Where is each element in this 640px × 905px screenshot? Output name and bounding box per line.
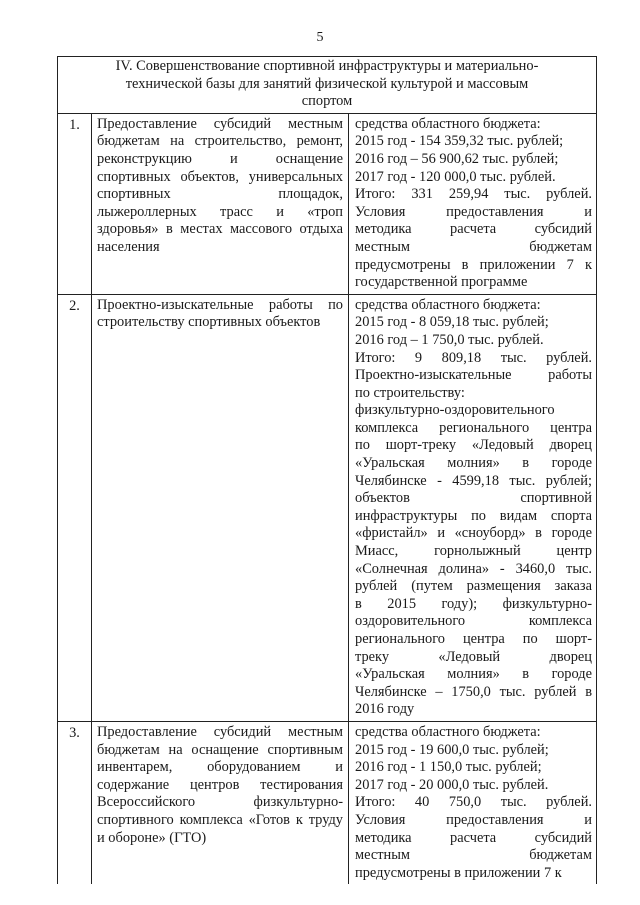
funding-line: Итого: 40 750,0 тыс. рублей. xyxy=(355,794,592,811)
funding-line: оздоровительного комплекса xyxy=(355,613,592,630)
funding-line: физкультурно-оздоровительного xyxy=(355,402,555,419)
funding-line: методика расчета субсидий xyxy=(355,221,592,238)
description-line: спортивных объектов, универсальных xyxy=(97,168,343,185)
program-table xyxy=(57,56,597,884)
row-number: 2. xyxy=(58,295,92,721)
page-number: 5 xyxy=(316,30,324,45)
description-line: Предоставление субсидий местным xyxy=(97,115,343,132)
funding-line: 2017 год - 20 000,0 тыс. рублей. xyxy=(355,776,549,793)
section-title-line: спортом xyxy=(301,93,353,110)
funding-line: 2015 год - 154 359,32 тыс. рублей; xyxy=(355,133,564,150)
funding-line: Условия предоставления и xyxy=(355,203,592,220)
description-line: населения xyxy=(97,238,160,255)
funding-line: «Уральская молния» в городе xyxy=(355,666,592,683)
table-row xyxy=(58,722,596,884)
funding-details xyxy=(349,295,596,721)
funding-line: по строительству: xyxy=(355,384,465,401)
funding-line: объектов спортивной xyxy=(355,490,592,507)
measure-description xyxy=(92,114,349,294)
description-line: спортивных площадок, xyxy=(97,186,343,203)
funding-line: инфраструктуры по видам спорта xyxy=(355,507,592,524)
funding-line: предусмотрены в приложении 7 к xyxy=(355,864,562,881)
funding-line: в 2015 году); физкультурно- xyxy=(355,595,592,612)
funding-line: 2015 год - 19 600,0 тыс. рублей; xyxy=(355,741,549,758)
funding-line: регионального центра по шорт- xyxy=(355,631,592,647)
description-line: инвентарем, оборудованием и xyxy=(97,759,343,776)
funding-line: 2016 год - 1 150,0 тыс. рублей; xyxy=(355,759,542,776)
funding-line: Итого: 331 259,94 тыс. рублей. xyxy=(355,186,592,203)
section-title-line: технической базы для занятий физической культурой и массовым xyxy=(125,75,529,92)
description-line: Предоставление субсидий местным xyxy=(97,723,343,740)
funding-line: местным бюджетам xyxy=(355,238,592,255)
funding-line: 2017 год - 120 000,0 тыс. рублей. xyxy=(355,168,556,185)
section-heading xyxy=(58,57,596,114)
funding-line: средства областного бюджета: xyxy=(355,723,541,740)
row-number: 3. xyxy=(58,722,92,884)
description-line: и обороне» (ГТО) xyxy=(97,829,207,846)
funding-line: комплекса регионального центра xyxy=(355,419,592,436)
description-line: строительству спортивных объектов xyxy=(97,314,321,331)
funding-line: треку «Ледовый дворец xyxy=(355,648,592,665)
funding-line: «Солнечная долина» - 3460,0 тыс. xyxy=(355,560,592,577)
funding-line: предусмотрены в приложении 7 к xyxy=(355,256,592,273)
description-line: Проектно-изыскательные работы по xyxy=(97,296,343,313)
table-row xyxy=(58,114,596,295)
funding-line: государственной программе xyxy=(355,274,528,291)
table-body xyxy=(58,114,596,885)
description-line: лыжероллерных трасс и «троп xyxy=(97,203,343,220)
description-line: бюджетам на строительство, ремонт, xyxy=(97,133,343,150)
funding-line: Миасс, горнолыжный центр xyxy=(355,543,592,560)
funding-line: Челябинске – 1750,0 тыс. рублей в xyxy=(355,683,592,700)
funding-line: «Уральская молния» в городе xyxy=(355,455,592,472)
funding-line: средства областного бюджета: xyxy=(355,115,541,132)
funding-line: Итого: 9 809,18 тыс. рублей. xyxy=(355,349,592,366)
funding-line: «фристайл» и «сноуборд» в городе xyxy=(355,525,592,542)
row-number: 1. xyxy=(58,114,92,294)
measure-description xyxy=(92,295,349,721)
funding-details xyxy=(349,722,596,884)
description-line: содержание центров тестирования xyxy=(97,776,343,793)
funding-line: средства областного бюджета: xyxy=(355,296,541,313)
funding-line: методика расчета субсидий xyxy=(355,829,592,846)
funding-line: 2016 году xyxy=(355,701,415,718)
funding-line: 2016 год – 1 750,0 тыс. рублей. xyxy=(355,331,544,348)
section-title-line: IV. Совершенствование спортивной инфраструктуры и материально- xyxy=(115,58,539,74)
description-line: здоровья» в местах массового отдыха xyxy=(97,221,343,238)
funding-line: Челябинске - 4599,18 тыс. рублей; xyxy=(355,472,592,489)
description-line: бюджетам на оснащение спортивным xyxy=(97,741,343,758)
description-line: спортивного комплекса «Готов к труду xyxy=(97,811,343,828)
funding-line: Условия предоставления и xyxy=(355,811,592,828)
description-line: Всероссийского физкультурно- xyxy=(97,794,343,811)
funding-line: местным бюджетам xyxy=(355,847,592,864)
measure-description xyxy=(92,722,349,884)
description-line: реконструкцию и оснащение xyxy=(97,150,343,167)
funding-line: рублей (путем размещения заказа xyxy=(355,578,592,595)
funding-details xyxy=(349,114,596,294)
funding-line: 2015 год - 8 059,18 тыс. рублей; xyxy=(355,314,549,331)
funding-line: 2016 год – 56 900,62 тыс. рублей; xyxy=(355,150,559,167)
funding-line: Проектно-изыскательные работы xyxy=(355,367,592,384)
table-row xyxy=(58,295,596,722)
funding-line: по шорт-треку «Ледовый дворец xyxy=(355,437,592,454)
